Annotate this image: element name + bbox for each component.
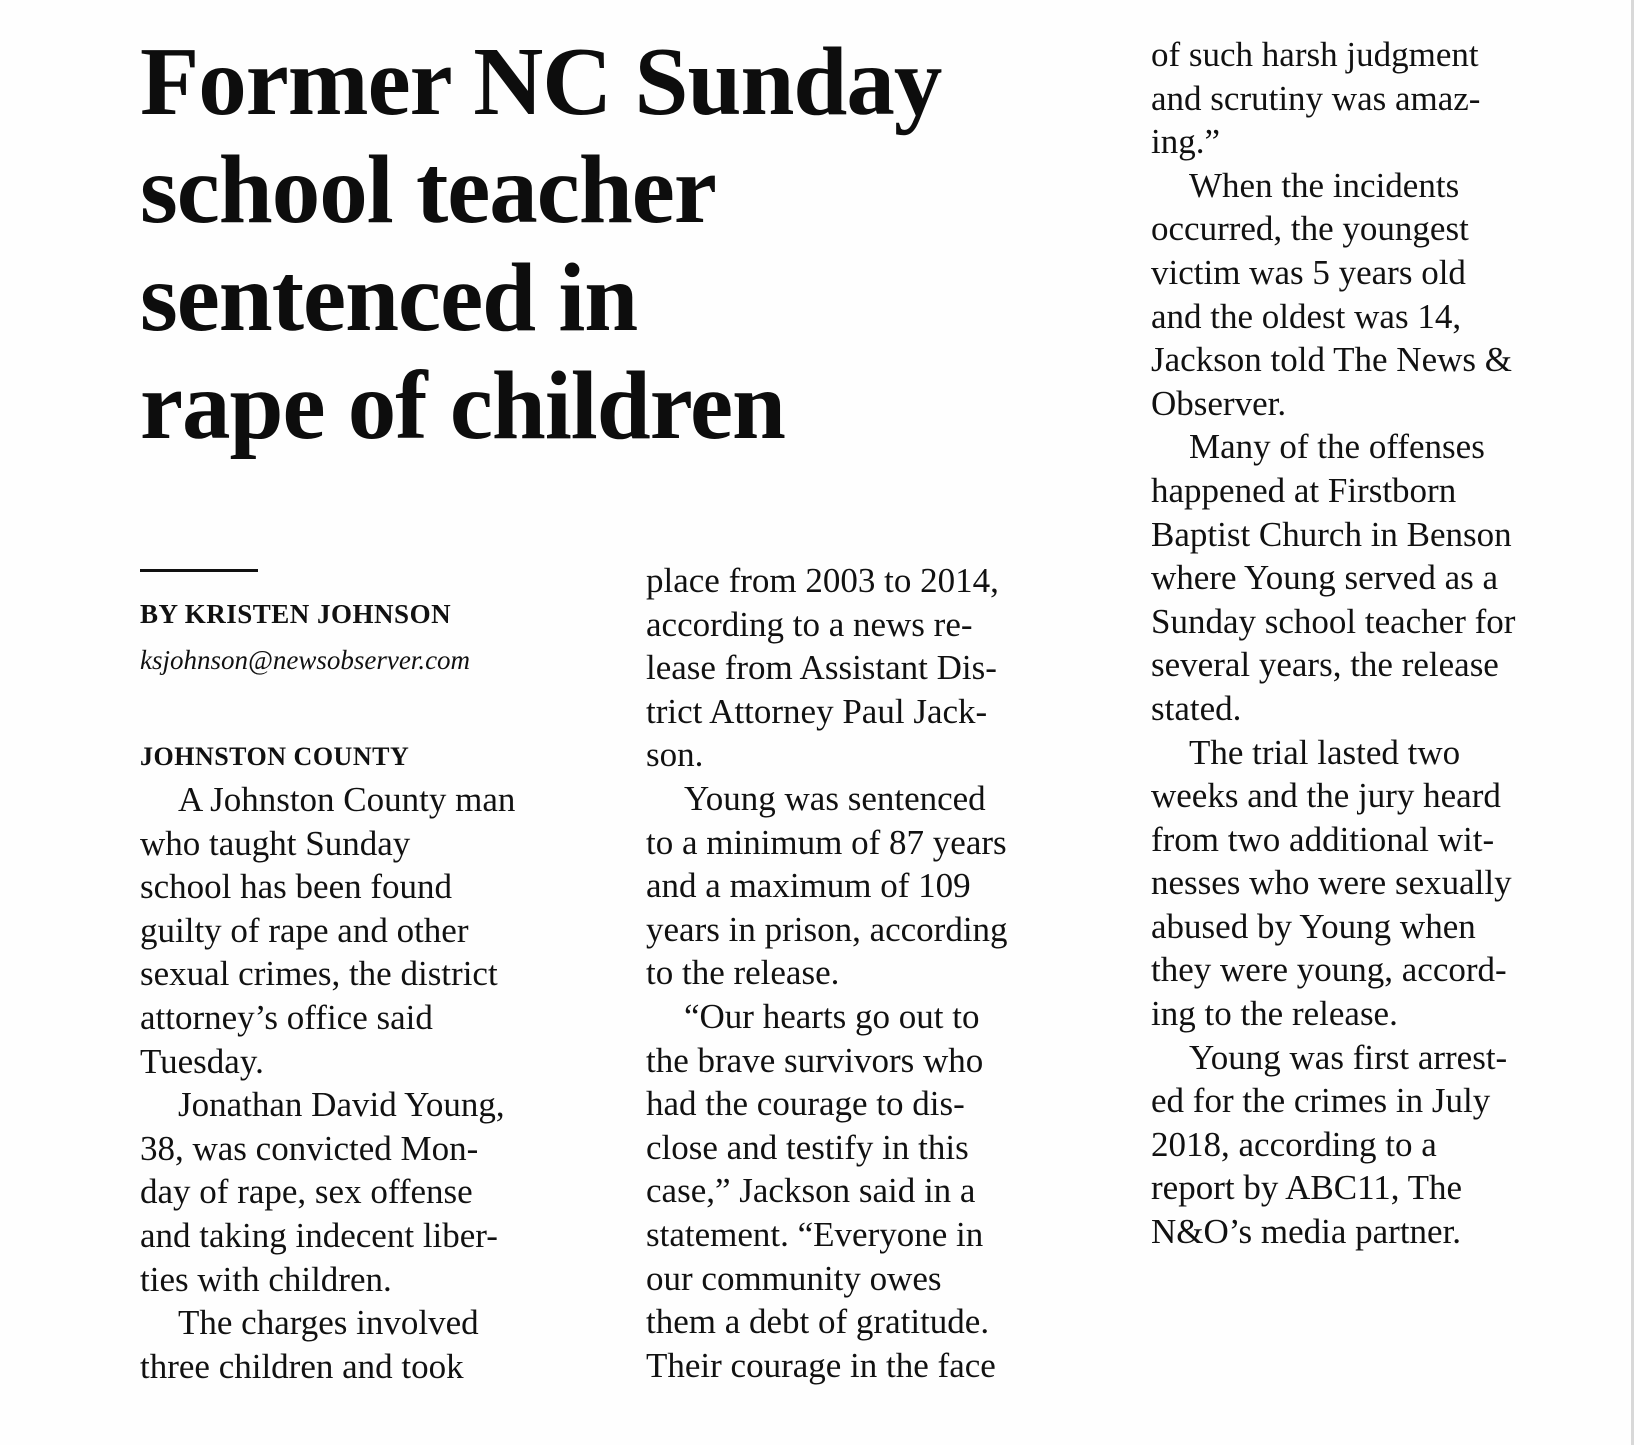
body-text-line: trict Attorney Paul Jack- [646,691,988,731]
body-text-line: they were young, accord- [1151,950,1507,990]
headline-line: rape of children [140,352,786,459]
dateline: JOHNSTON COUNTY [140,742,410,771]
body-text-line: 38, was convicted Mon- [140,1128,479,1168]
body-text-line: When the incidents [1189,165,1460,205]
body-text-line: school has been found [140,867,453,907]
body-text-line: “Our hearts go out to [684,996,980,1036]
body-text-line: from two additional wit- [1151,819,1495,859]
body-column-1 [140,778,515,1388]
body-text-line: ed for the crimes in July [1151,1081,1491,1121]
body-text-line: three children and took [140,1346,464,1386]
body-text-line: of such harsh judgment [1151,35,1479,74]
body-column-3 [1151,33,1515,1254]
body-text-line: stated. [1151,688,1242,728]
body-text-line: and scrutiny was amaz- [1151,78,1481,118]
body-text-line: 2018, according to a [1151,1124,1437,1164]
author-email: ksjohnson@newsobserver.com [140,645,471,675]
body-text-line: A Johnston County man [178,780,516,819]
body-text-line: son. [646,735,704,775]
body-text-line: Their courage in the face [646,1345,996,1385]
body-text-line: nesses who were sexually [1151,863,1512,903]
body-text-line: to a minimum of 87 years [646,822,1007,862]
body-text-line: Jonathan David Young, [178,1085,505,1125]
body-text-line: ing.” [1151,122,1221,162]
body-text-line: attorney’s office said [140,997,433,1037]
body-text-line: report by ABC11, The [1151,1168,1463,1208]
body-text-line: weeks and the jury heard [1151,776,1501,816]
body-text-line: sexual crimes, the district [140,954,498,994]
headline [140,28,1080,460]
body-text-line: victim was 5 years old [1151,252,1466,292]
headline-line: school teacher [140,136,716,243]
body-text-line: The charges involved [178,1303,479,1343]
body-text-line: Observer. [1151,383,1287,423]
body-text-line: close and testify in this [646,1127,969,1167]
body-text-line: happened at Firstborn [1151,470,1457,510]
headline-line: sentenced in [140,244,638,351]
body-text-line: them a debt of gratitude. [646,1302,990,1342]
body-text-line: occurred, the youngest [1151,209,1469,249]
body-text-line: several years, the release [1151,645,1499,685]
body-text-line: case,” Jackson said in a [646,1171,976,1211]
body-text-line: and the oldest was 14, [1151,296,1462,336]
body-text-line: guilty of rape and other [140,910,469,950]
headline-line: Former NC Sunday [140,28,942,135]
body-column-2 [646,559,1008,1387]
body-text-line: place from 2003 to 2014, [646,561,999,600]
body-text-line: ties with children. [140,1259,392,1299]
body-text-line: and taking indecent liber- [140,1215,498,1255]
body-text-line: our community owes [646,1258,942,1298]
body-text-line: where Young served as a [1151,558,1499,598]
body-text-line: Baptist Church in Benson [1151,514,1512,554]
body-text-line: who taught Sunday [140,823,411,863]
body-text-line: N&O’s media partner. [1151,1212,1462,1252]
scan-edge [1631,0,1634,1445]
body-text-line: to the release. [646,953,840,993]
body-text-line: years in prison, according [646,909,1008,949]
body-text-line: Sunday school teacher for [1151,601,1516,641]
body-text-line: The trial lasted two [1189,732,1461,772]
body-text-line: ing to the release. [1151,994,1398,1034]
body-text-line: Tuesday. [140,1041,264,1081]
body-text-line: had the courage to dis- [646,1084,965,1124]
body-text-line: Jackson told The News & [1151,340,1512,380]
body-text-line: day of rape, sex offense [140,1172,473,1212]
body-text-line: the brave survivors who [646,1040,984,1080]
body-text-line: statement. “Everyone in [646,1214,984,1254]
body-text-line: Many of the offenses [1189,427,1485,467]
body-text-line: Young was sentenced [684,778,986,818]
body-text-line: and a maximum of 109 [646,866,971,906]
body-text-line: according to a news re- [646,604,973,644]
body-text-line: lease from Assistant Dis- [646,648,997,688]
byline-rule [140,569,258,572]
byline: BY KRISTEN JOHNSON [140,599,452,629]
body-text-line: Young was first arrest- [1189,1037,1508,1077]
body-text-line: abused by Young when [1151,906,1476,946]
